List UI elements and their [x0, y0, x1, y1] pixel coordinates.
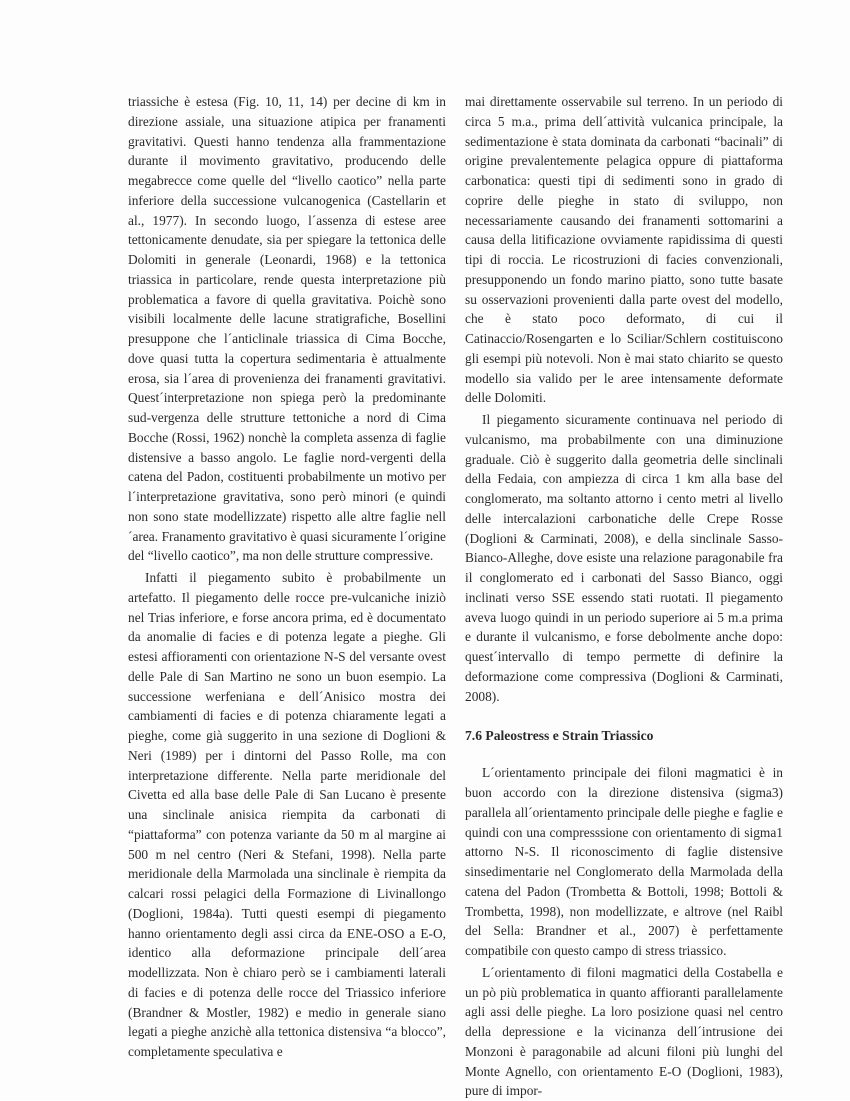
paragraph: mai direttamente osservabile sul terreno. In un periodo di circa 5 m.a., prima dell´attività vulcanica principale, la sedimentazione è stata dominata da carbonati “bacinali” di origine prevalentemente pelagica oppure di piattaforma carbonatica: questi tipi di sedimenti sono in grado di coprire delle pieghe in stato di sviluppo, non necessariamente causando dei franamenti sottomarini a causa della litificazione ovviamente rapidissima di questi tipi di roccia. Le ricostruzioni di facies convenzionali, presupponendo un fondo marino piatto, sono tutte basate su osservazioni provenienti dalla parte ovest del modello, che è stato poco deformato, di cui il Catinaccio/Rosengarten e lo Sciliar/Schlern costituiscono gli esempi più notevoli. Non è mai stato chiarito se questo modello sia valido per le aree intensamente deformate delle Dolomiti.: [465, 94, 783, 406]
paragraph: Infatti il piegamento subito è probabilmente un artefatto. Il piegamento delle rocce pre-vulcaniche iniziò nel Trias inferiore, e forse ancora prima, ed è documentato da anomalie di facies e di potenza legate a pieghe. Gli estesi affioramenti con orientazione N-S del versante ovest delle Pale di San Martino ne sono un buon esempio. La successione werfeniana e dell´Anisico mostra dei cambiamenti di facies e di potenza chiaramente legati a pieghe, come già suggerito in una sezione di Doglioni & Neri (1989) per i dintorni del Passo Rolle, ma con interpretazione differente. Nella parte meridionale del Civetta ed alla base delle Pale di San Lucano è presente una sinclinale anisica riempita da carbonati di “piattaforma” con potenza variante da 50 m al margine ai 500 m nel centro (Neri & Stefani, 1998). Nella parte meridionale della Marmolada una sinclinale è riempita da calcari rossi pelagici della Formazione di Livinallongo (Doglioni, 1984a). Tutti questi esempi di piegamento hanno orientamento degli assi circa da ENE-OSO a E-O, identico alla deformazione principale dell´area modellizzata. Non è chiaro però se i cambiamenti laterali di facies e di potenza delle rocce del Triassico inferiore (Brandner & Mostler, 1982) e medio in generale siano legati a pieghe anzichè alla tettonica distensiva “a blocco”, completamente speculativa e: [128, 570, 446, 1059]
right-column: [465, 92, 783, 1101]
paragraph: triassiche è estesa (Fig. 10, 11, 14) per decine di km in direzione assiale, una situazione atipica per franamenti gravitativi. Questi hanno tendenza alla frammentazione durante il movimento gravitativo, producendo delle megabrecce come quelle del “livello caotico” nella parte inferiore della successione vulcanogenica (Castellarin et al., 1977). In secondo luogo, l´assenza di estese aree tettonicamente denudate, sia per spiegare la tettonica delle Dolomiti in generale (Leonardi, 1968) e la tettonica triassica in particolare, rende questa interpretazione più problematica a favore di quella gravitativa. Poichè sono visibili localmente delle lacune stratigrafiche, Bosellini presuppone che l´anticlinale triassica di Cima Bocche, dove quasi tutta la copertura sedimentaria è attualmente erosa, sia l´area di provenienza dei franamenti gravitativi. Quest´interpretazione non spiega però la predominante sud-vergenza delle strutture tettoniche a nord di Cima Bocche (Rossi, 1962) nonchè la completa assenza di faglie distensive a basso angolo. Le faglie nord-vergenti della catena del Padon, costituenti probabilmente un motivo per l´interpretazione gravitativa, sono però minori (e quindi non sono state modellizzate) rispetto alle altre faglie nell´area. Franamento gravitativo è quasi sicuramente l´origine del “livello caotico”, ma non delle strutture compressive.: [128, 94, 446, 564]
section-heading: 7.6 Paleostress e Strain Triassico: [465, 728, 654, 744]
paragraph: Il piegamento sicuramente continuava nel periodo di vulcanismo, ma probabilmente con una diminuzione graduale. Ciò è suggerito dalla geometria delle sinclinali della Fedaia, con ampiezza di circa 1 km alla base del conglomerato, ma soltanto attorno i cento metri al livello delle intercalazioni carbonatiche delle Crepe Rosse (Doglioni & Carminati, 2008), e della sinclinale Sasso-Bianco-Alleghe, dove esiste una relazione paragonabile fra il conglomerato ed i carbonati del Sasso Bianco, oggi inclinati verso SSE essendo stati ruotati. Il piegamento aveva luogo quindi in un periodo superiore ai 5 m.a prima e durante il vulcanismo, e forse debolmente anche dopo: quest´intervallo di tempo permette di definire la deformazione come compressiva (Doglioni & Carminati, 2008).: [465, 412, 783, 704]
paragraph: L´orientamento principale dei filoni magmatici è in buon accordo con la direzione distensiva (sigma3) parallela all´orientamento principale delle pieghe e faglie e quindi con una compresssione con orientamento di sigma1 attorno N-S. Il riconoscimento di faglie distensive sinsedimentarie nel Conglomerato della Marmolada della catena del Padon (Trombetta & Bottoli, 1998; Bottoli & Trombetta, 1998), non modellizzate, e altrove (nel Raibl del Sella: Brandner et al., 2007) è perfettamente compatibile con questo campo di stress triassico.: [465, 765, 783, 958]
paragraph: L´orientamento di filoni magmatici della Costabella e un pò più problematica in quanto affioranti parallelamente agli assi delle pieghe. La loro posizione quasi nel centro della depressione e la vicinanza dell´intrusione dei Monzoni è paragonabile ad alcuni filoni più lunghi del Monte Agnello, con orientamento E-O (Doglioni, 1983), pure di impor-: [465, 964, 783, 1099]
left-column: [128, 92, 446, 1062]
